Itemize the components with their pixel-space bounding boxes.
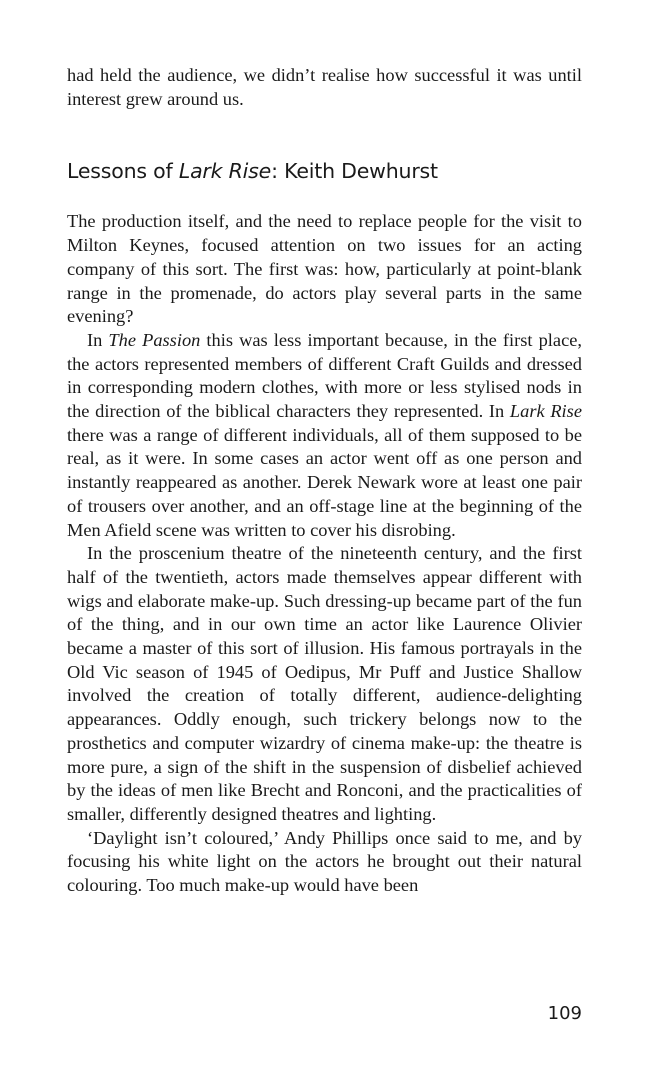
paragraph-2 xyxy=(67,329,582,542)
paragraph-2-part-c: there was a range of different individuals, all of them supposed to be real, as it were. In some cases an actor went off as one person and instantly reappeared as another. Derek Newark wore at least one pair of trousers over another, and an off-stage line at the beginning of the Men Afield scene was written to cover his disrobing. xyxy=(67,424,582,540)
paragraph-2-italic-title-1: The Passion xyxy=(108,329,201,350)
page-number: 109 xyxy=(547,1003,582,1024)
section-heading-italic: Lark Rise xyxy=(178,159,272,184)
paragraph-2-part-b: this was less important because, in the first place, the actors represented members of different Craft Guilds and dressed in corresponding modern clothes, with more or less stylised nods in the direction of the biblical characters they represented. In xyxy=(67,329,582,422)
paragraph-2-part-a: In xyxy=(87,329,109,350)
paragraph-1: The production itself, and the need to replace people for the visit to Milton Keynes, focused attention on two issues for an acting company of this sort. The first was: how, particularly at point-blank range in the promenade, do actors play several parts in the same evening? xyxy=(67,211,582,327)
section-heading-prefix: Lessons of xyxy=(67,159,179,184)
page-content xyxy=(67,64,582,898)
paragraph-4: ‘Daylight isn’t coloured,’ Andy Phillips once said to me, and by focusing his white light on the actors he brought out their natural colouring. Too much make-up would have been xyxy=(67,827,582,896)
opening-paragraph: had held the audience, we didn’t realise how successful it was until interest grew around us. xyxy=(67,65,582,109)
paragraph-2-italic-title-2: Lark Rise xyxy=(509,401,582,422)
section-heading-suffix: : Keith Dewhurst xyxy=(271,159,438,184)
paragraph-3: In the proscenium theatre of the nineteenth century, and the first half of the twentieth, actors made themselves appear different with wigs and elaborate make-up. Such dressing-up became part of the fun of the thing, and in our own time an actor like Laurence Olivier became a master of this sort of illusion. His famous portrayals in the Old Vic season of 1945 of Oedipus, Mr Puff and Justice Shallow involved the creation of totally different, audience-delighting appearances. Oddly enough, such trickery belongs now to the prosthetics and computer wizardry of cinema make-up: the theatre is more pure, a sign of the shift in the suspension of disbelief achieved by the ideas of men like Brecht and Ronconi, and the practicalities of smaller, differently designed theatres and lighting. xyxy=(67,543,582,824)
section-heading xyxy=(67,158,582,184)
